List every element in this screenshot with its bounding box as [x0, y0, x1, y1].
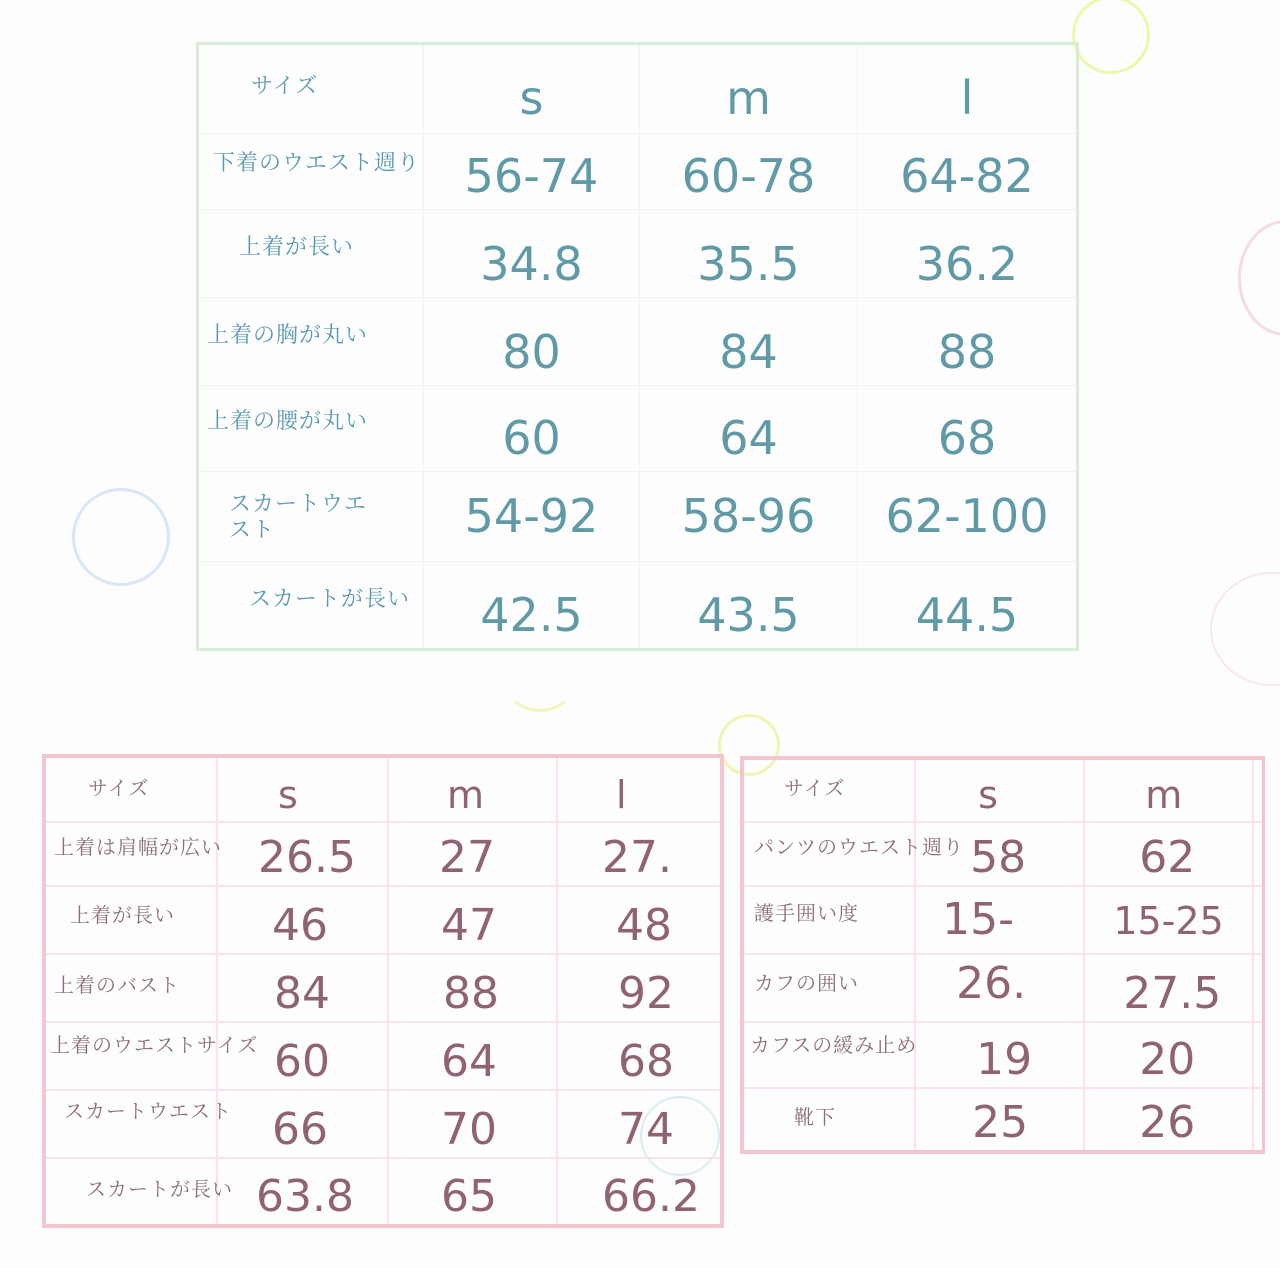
row-value-l: 66.2	[557, 1158, 722, 1226]
row-value-s: 46	[217, 886, 388, 954]
header-size-s: s	[915, 758, 1084, 822]
row-label: 上着の腰が丸い	[198, 386, 424, 472]
row-label: スカートが長い	[198, 562, 424, 650]
header-size-s: s	[424, 44, 640, 134]
row-value-m: 26	[1084, 1088, 1253, 1152]
header-size-m: m	[388, 756, 557, 822]
row-label: 上着のバスト	[44, 954, 217, 1022]
row-value-m: 64	[640, 386, 858, 472]
row-value-l: 48	[557, 886, 722, 954]
row-value-s: 26.5	[217, 822, 388, 886]
row-value-s: 26.	[915, 954, 1084, 1022]
table-row	[44, 954, 722, 1022]
table-row	[44, 886, 722, 954]
row-value-l: 74	[557, 1090, 722, 1158]
row-value-s: 54-92	[424, 472, 640, 562]
decorative-arc-yellow	[504, 650, 576, 712]
table-header-row	[44, 756, 722, 822]
table-row	[198, 386, 1078, 472]
row-label: カフスの緩み止め	[742, 1022, 915, 1088]
size-table-bottom-right	[740, 756, 1265, 1154]
header-size-label: サイズ	[44, 756, 217, 822]
table-row	[742, 1088, 1264, 1152]
row-value-m: 27	[388, 822, 557, 886]
row-value-s: 34.8	[424, 210, 640, 298]
table-row	[198, 562, 1078, 650]
row-value-s: 84	[217, 954, 388, 1022]
header-size-label: サイズ	[198, 44, 424, 134]
row-value-s: 66	[217, 1090, 388, 1158]
row-value-m: 60-78	[640, 134, 858, 210]
table-edge-cell	[1253, 954, 1263, 1022]
table-row	[198, 210, 1078, 298]
row-label: 靴下	[742, 1088, 915, 1152]
table-edge-cell	[1253, 822, 1263, 886]
row-value-m: 84	[640, 298, 858, 386]
table-row	[742, 954, 1264, 1022]
table-row	[44, 1158, 722, 1226]
header-size-s: s	[217, 756, 388, 822]
table-edge-cell	[1253, 886, 1263, 954]
table-row	[198, 472, 1078, 562]
row-value-l: 88	[858, 298, 1078, 386]
header-size-l: l	[858, 44, 1078, 134]
row-value-s: 63.8	[217, 1158, 388, 1226]
row-label: 護手囲い度	[742, 886, 915, 954]
row-label: スカートが長い	[44, 1158, 217, 1226]
row-value-m: 88	[388, 954, 557, 1022]
table-edge-cell	[1253, 758, 1263, 822]
row-label: 上着が長い	[44, 886, 217, 954]
table-row	[742, 1022, 1264, 1088]
table-row	[742, 822, 1264, 886]
row-value-s: 25	[915, 1088, 1084, 1152]
table-row	[44, 1022, 722, 1090]
row-label-line1: スカートウエ	[229, 492, 368, 517]
table-row	[742, 886, 1264, 954]
row-value-l: 27.	[557, 822, 722, 886]
row-value-l: 68	[557, 1022, 722, 1090]
table-edge-cell	[1253, 1088, 1263, 1152]
row-value-m: 35.5	[640, 210, 858, 298]
row-value-l: 36.2	[858, 210, 1078, 298]
header-size-l: l	[557, 756, 722, 822]
row-value-s: 56-74	[424, 134, 640, 210]
header-size-m: m	[1084, 758, 1253, 822]
row-label: 上着のウエストサイズ	[44, 1022, 217, 1090]
size-table-top	[196, 42, 1079, 651]
table-header-row	[198, 44, 1078, 134]
decorative-circle-pink-right	[1238, 220, 1280, 336]
row-value-l: 92	[557, 954, 722, 1022]
table-row	[198, 298, 1078, 386]
decorative-circle-blue-left	[72, 488, 170, 586]
table-header-row	[742, 758, 1264, 822]
row-value-m: 65	[388, 1158, 557, 1226]
row-value-m: 58-96	[640, 472, 858, 562]
row-label: 上着が長い	[198, 210, 424, 298]
row-value-m: 62	[1084, 822, 1253, 886]
row-value-m: 20	[1084, 1022, 1253, 1088]
row-value-s: 58	[915, 822, 1084, 886]
row-value-s: 19	[915, 1022, 1084, 1088]
decorative-circle-yellow-top	[1072, 0, 1150, 74]
row-value-l: 62-100	[858, 472, 1078, 562]
row-label-line2: スト	[229, 518, 276, 543]
row-value-s: 60	[217, 1022, 388, 1090]
row-value-m: 47	[388, 886, 557, 954]
header-size-m: m	[640, 44, 858, 134]
row-label: カフの囲い	[742, 954, 915, 1022]
row-value-s: 42.5	[424, 562, 640, 650]
row-label: スカートウエスト	[44, 1090, 217, 1158]
row-label: 上着は肩幅が広い	[44, 822, 217, 886]
row-value-m: 70	[388, 1090, 557, 1158]
decorative-circle-pink-right-2	[1210, 572, 1280, 686]
row-value-l: 64-82	[858, 134, 1078, 210]
row-value-m: 43.5	[640, 562, 858, 650]
row-label	[198, 472, 424, 562]
row-value-m: 15-25	[1084, 886, 1253, 954]
table-row	[44, 822, 722, 886]
row-value-l: 68	[858, 386, 1078, 472]
row-value-s: 80	[424, 298, 640, 386]
row-value-s: 15-	[915, 886, 1084, 954]
row-label: 上着の胸が丸い	[198, 298, 424, 386]
size-table-bottom-left	[42, 754, 724, 1228]
row-value-m: 27.5	[1084, 954, 1253, 1022]
table-row	[198, 134, 1078, 210]
row-label: パンツのウエスト週り	[742, 822, 915, 886]
table-row	[44, 1090, 722, 1158]
table-edge-cell	[1253, 1022, 1263, 1088]
row-value-l: 44.5	[858, 562, 1078, 650]
row-value-s: 60	[424, 386, 640, 472]
header-size-label: サイズ	[742, 758, 915, 822]
row-label: 下着のウエスト週り	[198, 134, 424, 210]
row-value-m: 64	[388, 1022, 557, 1090]
